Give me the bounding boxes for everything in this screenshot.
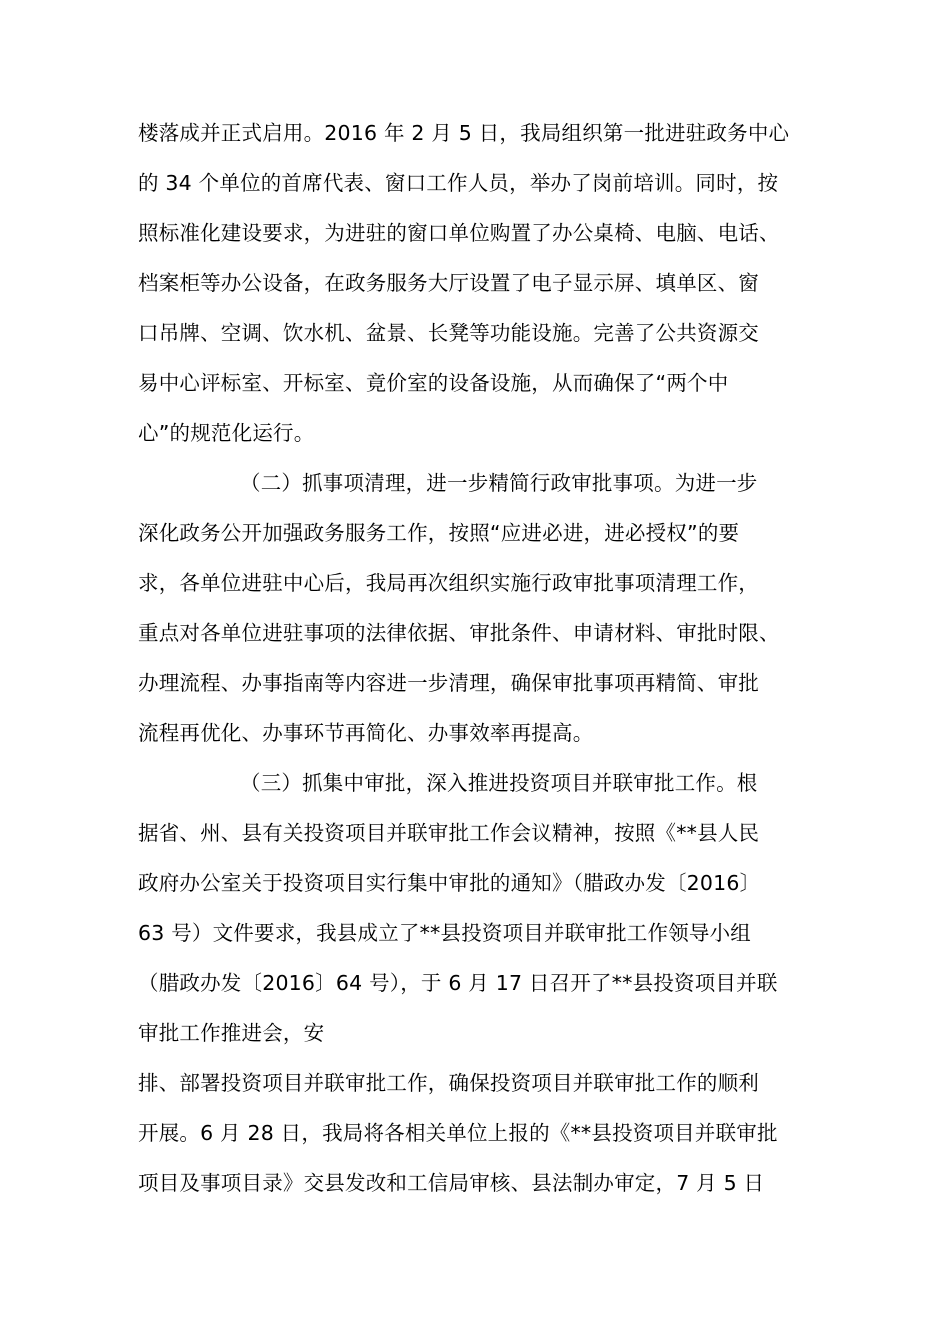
- text-line-15: 据省、州、县有关投资项目并联审批工作会议精神，按照《**县人民: [138, 821, 760, 845]
- text-line-18: （腊政办发〔2016〕64 号），于 6 月 17 日召开了**县投资项目并联: [138, 971, 778, 995]
- text-line-12: 办理流程、办事指南等内容进一步清理，确保审批事项再精简、审批: [138, 671, 759, 695]
- text-line-11: 重点对各单位进驻事项的法律依据、审批条件、申请材料、审批时限、: [138, 621, 780, 645]
- text-line-3: 照标准化建设要求，为进驻的窗口单位购置了办公桌椅、电脑、电话、: [138, 221, 780, 245]
- text-line-21: 开展。6 月 28 日，我局将各相关单位上报的《**县投资项目并联审批: [138, 1121, 778, 1145]
- text-line-10: 求，各单位进驻中心后，我局再次组织实施行政审批事项清理工作，: [138, 571, 759, 595]
- text-line-5: 口吊牌、空调、饮水机、盆景、长凳等功能设施。完善了公共资源交: [138, 321, 759, 345]
- text-line-13: 流程再优化、办事环节再简化、办事效率再提高。: [138, 721, 594, 745]
- text-line-16: 政府办公室关于投资项目实行集中审批的通知》（腊政办发〔2016〕: [138, 871, 761, 895]
- text-line-1: 楼落成并正式启用。2016 年 2 月 5 日，我局组织第一批进驻政务中心: [138, 121, 790, 145]
- text-line-17: 63 号）文件要求，我县成立了**县投资项目并联审批工作领导小组: [138, 921, 751, 945]
- section-heading-2: （二）抓事项清理，进一步精简行政审批事项。为进一步: [240, 471, 758, 495]
- section-heading-3: （三）抓集中审批，深入推进投资项目并联审批工作。根: [240, 771, 758, 795]
- text-line-2: 的 34 个单位的首席代表、窗口工作人员，举办了岗前培训。同时，按: [138, 171, 779, 195]
- text-line-19: 审批工作推进会，安: [138, 1021, 325, 1045]
- text-line-6: 易中心评标室、开标室、竟价室的设备设施，从而确保了“两个中: [138, 371, 729, 395]
- text-line-4: 档案柜等办公设备，在政务服务大厅设置了电子显示屏、填单区、窗: [138, 271, 759, 295]
- text-line-7: 心”的规范化运行。: [138, 421, 315, 445]
- text-line-9: 深化政务公开加强政务服务工作，按照“应进必进，进必授权”的要: [138, 521, 740, 545]
- text-line-22: 项目及事项目录》交县发改和工信局审核、县法制办审定，7 月 5 日: [138, 1171, 765, 1195]
- text-line-20: 排、部署投资项目并联审批工作，确保投资项目并联审批工作的顺利: [138, 1071, 759, 1095]
